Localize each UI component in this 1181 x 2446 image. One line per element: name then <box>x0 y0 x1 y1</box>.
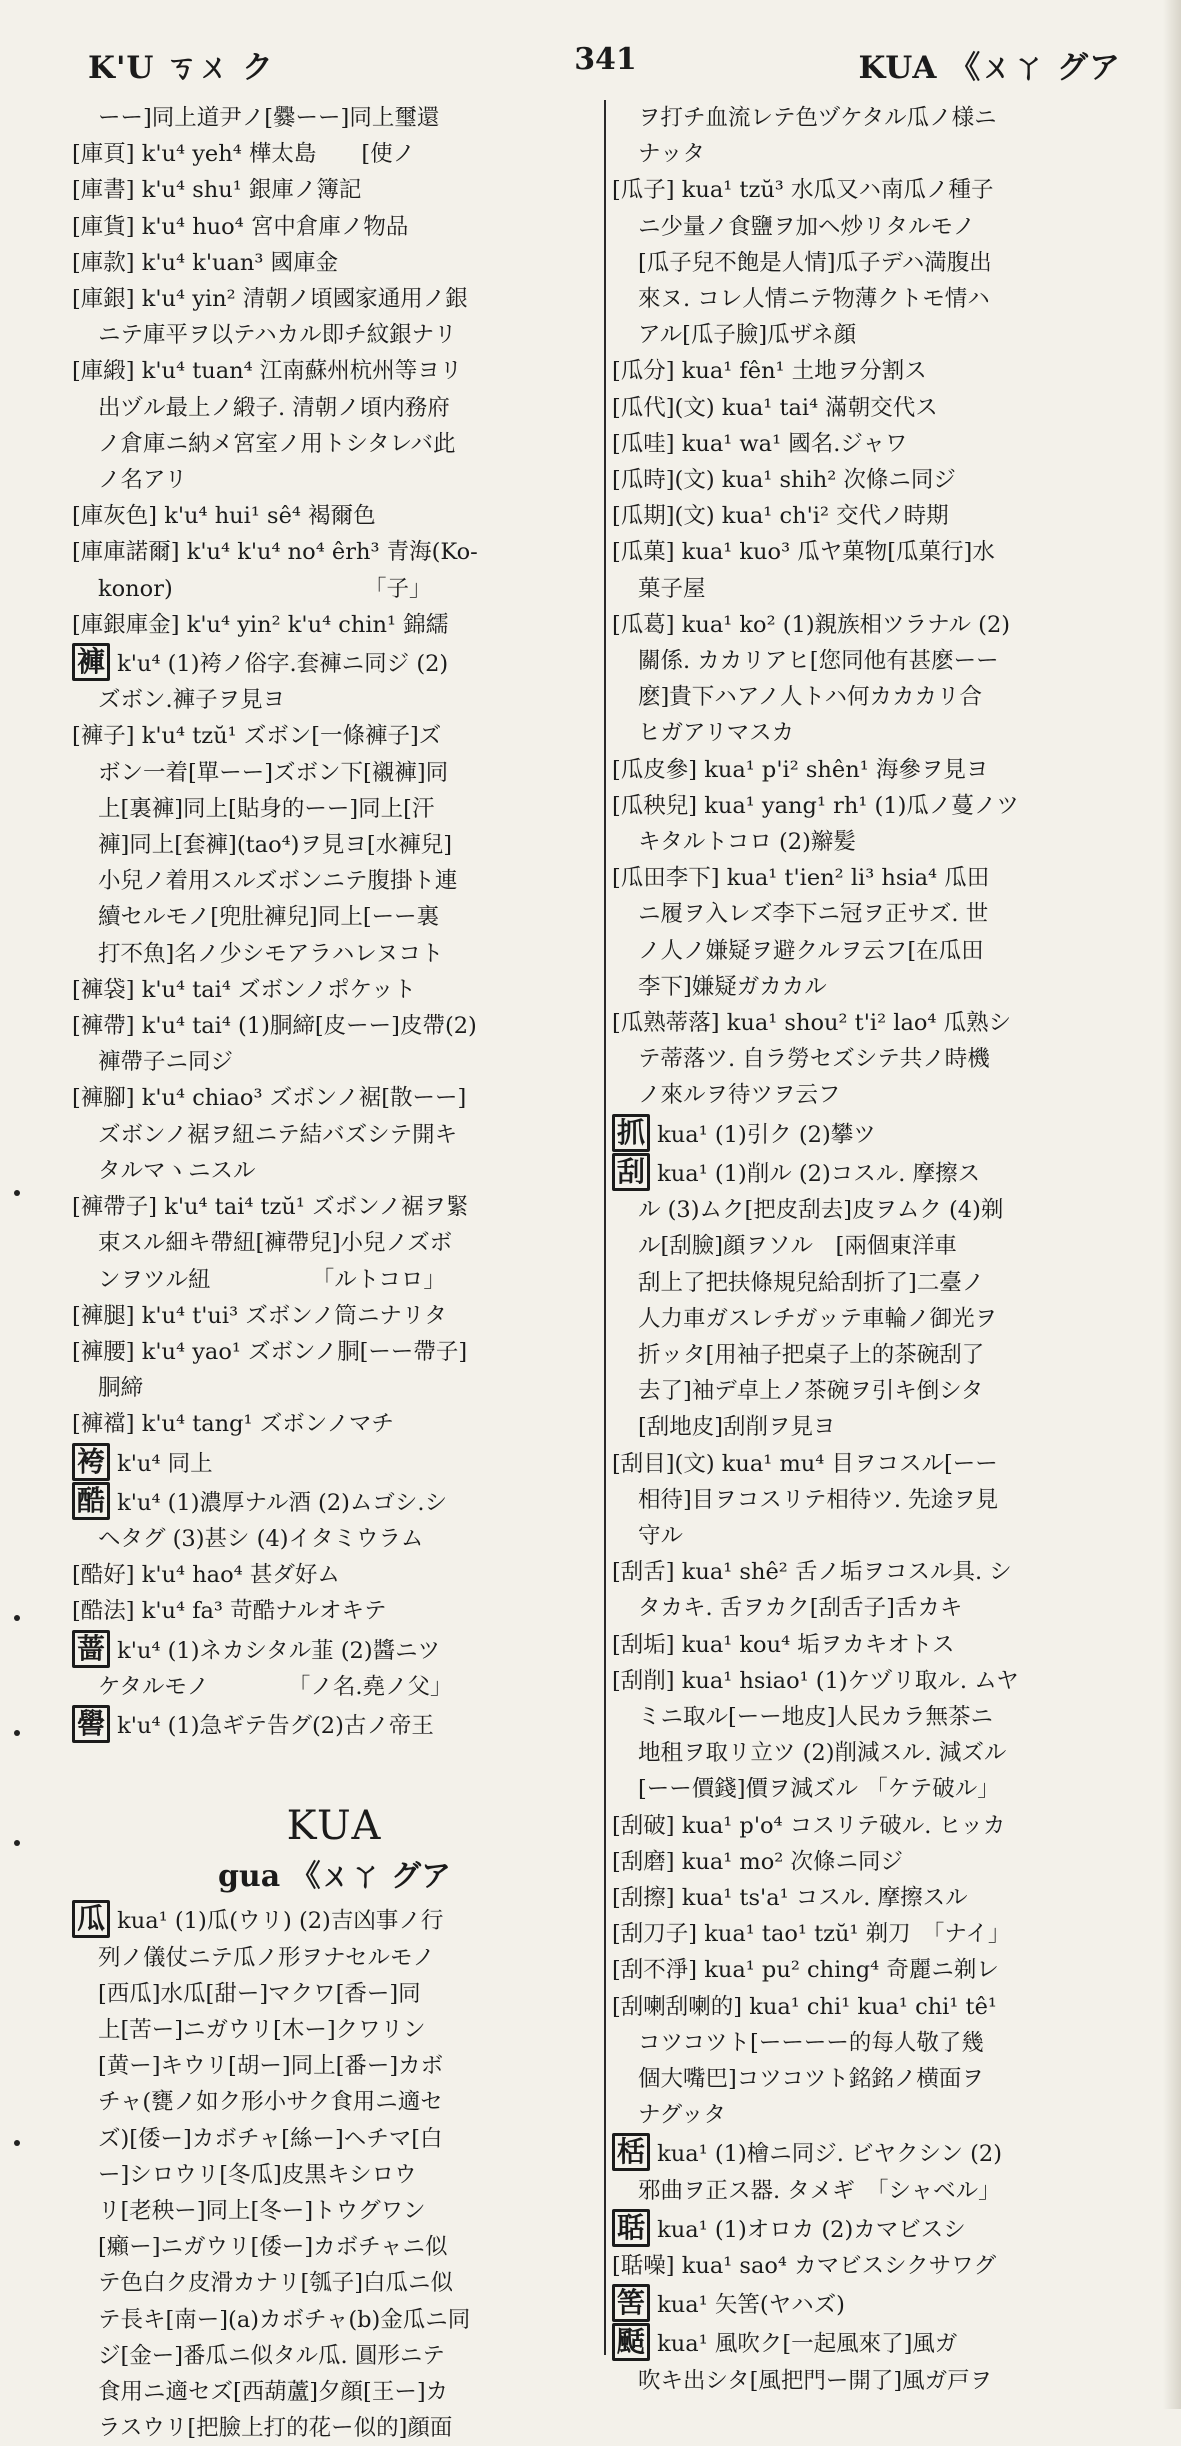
entry-continuation: ズ)[倭ー]カボチャ[絲ー]ヘチマ[白 <box>98 2125 443 2152</box>
headword-box: 酷 <box>72 1482 110 1520</box>
entry-line: [庫款] k'u⁴ k'uan³ 國庫金 <box>72 249 339 276</box>
page-edge <box>1163 0 1181 2409</box>
entry-continuation: ケタルモノ 「ノ名.堯ノ父」 <box>98 1673 453 1700</box>
entry-line: [瓜熟蒂落] kua¹ shou² t'i² lao⁴ 瓜熟シ <box>612 1010 1012 1037</box>
headword-entry <box>612 2133 1132 2172</box>
entry-line: [瓜皮參] kua¹ p'i² shên¹ 海參ヲ見ヨ <box>612 756 989 783</box>
entry-text: kua¹ 矢筈(ヤハズ) <box>650 2292 845 2319</box>
headword-box: 袴 <box>72 1443 110 1481</box>
entry-line: [瓜期](文) kua¹ ch'i² 交代ノ時期 <box>612 503 949 530</box>
entry-continuation: 褲]同上[套褲](tao⁴)ヲ見ヨ[水褲兒] <box>98 832 452 859</box>
entry-text: k'u⁴ (1)ネカシタル韮 (2)醬ニツ <box>110 1637 441 1664</box>
entry-continuation: ル[刮臉]顔ヲソル [兩個東洋車 <box>638 1233 957 1260</box>
headword-entry <box>72 1900 597 1939</box>
entry-line: [庫頁] k'u⁴ yeh⁴ 樺太島 [使ノ <box>72 141 416 168</box>
entry-line: [刮擦] kua¹ ts'a¹ コスル. 摩擦スル <box>612 1884 968 1911</box>
section-subtitle: gua 《ㄨㄚ グア <box>217 1859 452 1895</box>
headword-box: 聒 <box>612 2209 650 2247</box>
entry-line: [刮舌] kua¹ shê² 舌ノ垢ヲコスル具. シ <box>612 1559 1012 1586</box>
headword-entry <box>612 2323 1132 2362</box>
entry-line: [瓜子] kua¹ tzŭ³ 水瓜又ハ南瓜ノ種子 <box>612 177 994 204</box>
entry-line: [庫灰色] k'u⁴ hui¹ sê⁴ 褐爾色 <box>72 503 376 530</box>
entry-continuation: konor) 「子」 <box>98 575 432 602</box>
entry-continuation: アル[瓜子臉]瓜ザネ顔 <box>638 322 857 349</box>
entry-continuation: 食用ニ適セズ[西葫蘆]夕顔[王ー]カ <box>98 2378 449 2405</box>
entry-continuation: ボン一着[單ーー]ズボン下[襯褲]同 <box>98 759 449 786</box>
entry-continuation: 上[裏褲]同上[貼身的ーー]同上[汗 <box>98 795 435 822</box>
entry-continuation: 續セルモノ[兜肚褲兒]同上[ーー裏 <box>98 904 440 931</box>
entry-continuation: 守ル <box>638 1522 684 1549</box>
entry-line: [瓜秧兒] kua¹ yang¹ rh¹ (1)瓜ノ蔓ノツ <box>612 792 1019 819</box>
entry-continuation: 個大嘴巴]コツコツト銘銘ノ横面ヲ <box>638 2065 984 2092</box>
entry-continuation: ズボンノ裾ヲ紐ニテ結バズシテ開キ <box>98 1121 458 1148</box>
headword-entry <box>72 1482 597 1521</box>
entry-continuation: ノ來ルヲ待ツヲ云フ <box>638 1082 841 1109</box>
entry-continuation: テ色白ク皮滑カナリ[瓠子]白瓜ニ似 <box>98 2270 454 2297</box>
entry-continuation: 去了]袖デ卓上ノ茶碗ヲ引キ倒シタ <box>638 1378 984 1405</box>
entry-continuation: 人力車ガスレチガッテ車輪ノ御光ヲ <box>638 1305 998 1332</box>
entry-continuation: ノ倉庫ニ納メ宮室ノ用トシタレバ此 <box>98 430 456 457</box>
entry-continuation: ンヲツル紐 「ルトコロ」 <box>98 1266 446 1293</box>
entry-continuation: [瓜子兒不飽是人情]瓜子デハ満腹出 <box>638 249 992 276</box>
headword-box: 褲 <box>72 643 110 681</box>
entry-continuation: ミニ取ル[ーー地皮]人民カラ無茶ニ <box>638 1703 994 1730</box>
entry-continuation: タルマヽニスル <box>98 1157 256 1184</box>
entry-line: [瓜代](文) kua¹ tai⁴ 滿朝交代ス <box>612 394 938 421</box>
headword-box: 抓 <box>612 1114 650 1152</box>
margin-dot <box>14 1730 20 1736</box>
section-title: KUA <box>286 1803 383 1850</box>
entry-continuation: ヒガアリマスカ <box>638 720 795 747</box>
page-number: 341 <box>574 42 637 77</box>
entry-continuation: 出ヅル最上ノ緞子. 清朝ノ頃内務府 <box>98 394 450 421</box>
entry-continuation: ル (3)ムク[把皮刮去]皮ヲムク (4)剃 <box>638 1197 1004 1224</box>
entry-continuation: ヲ打チ血流レテ色ヅケタル瓜ノ様ニ <box>638 105 997 131</box>
entry-line: [褲腳] k'u⁴ chiao³ ズボンノ裾[散ーー] <box>72 1085 467 1112</box>
entry-continuation: 列ノ儀仗ニテ瓜ノ形ヲナセルモノ <box>98 1944 435 1971</box>
margin-dot <box>14 1615 20 1621</box>
entry-line: [瓜葛] kua¹ ko² (1)親族相ツラナル (2) <box>612 611 1011 638</box>
entry-line: [褲襠] k'u⁴ tang¹ ズボンノマチ <box>72 1411 394 1438</box>
headword-box: 瓜 <box>72 1900 110 1938</box>
entry-continuation: ニ少量ノ食鹽ヲ加ヘ炒リタルモノ <box>638 213 976 240</box>
entry-text: k'u⁴ (1)濃厚ナル酒 (2)ムゴシ.シ <box>110 1489 448 1516</box>
entry-continuation: 吹キ出シタ[風把門ー開了]風ガ戸ヲ <box>638 2367 993 2394</box>
left-column <box>72 100 597 2442</box>
entry-line: [庫緞] k'u⁴ tuan⁴ 江南蘇州杭州等ヨリ <box>72 358 463 385</box>
entry-line: [酷法] k'u⁴ fa³ 苛酷ナルオキテ <box>72 1598 387 1625</box>
headword-box: 嚳 <box>72 1705 110 1743</box>
entry-continuation: リ[老秧ー]同上[冬ー]トウグワン <box>98 2197 426 2224</box>
entry-continuation: 麽]貴下ハアノ人トハ何カカカリ合 <box>638 684 983 711</box>
entry-line: [酷好] k'u⁴ hao⁴ 甚ダ好ム <box>72 1562 340 1589</box>
headword-entry <box>72 643 597 682</box>
entry-line: [刮刀子] kua¹ tao¹ tzŭ¹ 剃刀 「ナイ」 <box>612 1921 1011 1948</box>
entry-line: [瓜田李下] kua¹ t'ien² li³ hsia⁴ 瓜田 <box>612 865 990 892</box>
entry-continuation: 小兒ノ着用スルズボンニテ腹掛ト連 <box>98 868 458 895</box>
entry-line: [刮磨] kua¹ mo² 次條ニ同ジ <box>612 1848 903 1875</box>
entry-continuation: ジ[金ー]番瓜ニ似タル瓜. 圓形ニテ <box>98 2342 445 2369</box>
entry-continuation: 李下]嫌疑ガカカル <box>638 973 827 1000</box>
entry-continuation: ノ名アリ <box>98 467 188 494</box>
entry-continuation: 折ッタ[用袖子把桌子上的茶碗刮了 <box>638 1341 985 1368</box>
entry-line: [褲帶] k'u⁴ tai⁴ (1)胴締[皮ーー]皮帶(2) <box>72 1013 477 1040</box>
entry-continuation: 相待]目ヲコスリテ相待ツ. 先途ヲ見 <box>638 1486 999 1513</box>
headword-entry <box>72 1705 597 1744</box>
headword-box: 筈 <box>612 2284 650 2322</box>
entry-continuation: 邪曲ヲ正ス器. タメギ 「シャベル」 <box>638 2177 1001 2204</box>
entry-line: [庫貨] k'u⁴ huo⁴ 宮中倉庫ノ物品 <box>72 213 409 240</box>
spacer <box>72 1744 597 1780</box>
entry-continuation: 褲帶子ニ同ジ <box>98 1049 234 1076</box>
entry-continuation: [西瓜]水瓜[甜ー]マクワ[香ー]同 <box>98 1980 421 2007</box>
entry-continuation: ラスウリ[把臉上打的花ー似的]顔面 <box>98 2415 453 2442</box>
entry-continuation: 地租ヲ取リ立ツ (2)削減スル. 減ズル <box>638 1740 1007 1767</box>
header-right: KUA 《ㄨㄚ グア <box>858 50 1121 86</box>
entry-line: [褲帶子] k'u⁴ tai⁴ tzŭ¹ ズボンノ裾ヲ緊 <box>72 1194 469 1221</box>
margin-dot <box>14 1840 20 1846</box>
entry-line: [褲腰] k'u⁴ yao¹ ズボンノ胴[ーー帶子] <box>72 1338 468 1365</box>
headword-entry <box>612 2284 1132 2323</box>
entry-line: [庫書] k'u⁴ shu¹ 銀庫ノ簿記 <box>72 177 362 204</box>
entry-continuation: キタルトコロ (2)辮髪 <box>638 829 856 856</box>
headword-entry <box>612 2209 1132 2248</box>
entry-continuation: 關係. カカリアヒ[您同他有甚麽ーー <box>638 648 999 675</box>
headword-entry <box>72 1443 597 1482</box>
headword-box: 栝 <box>612 2133 650 2171</box>
entry-line: [刮垢] kua¹ kou⁴ 垢ヲカキオトス <box>612 1631 955 1658</box>
headword-box: 蔷 <box>72 1630 110 1668</box>
entry-continuation: ノ人ノ嫌疑ヲ避クルヲ云フ[在瓜田 <box>638 937 984 964</box>
entry-continuation: ズボン.褲子ヲ見ヨ <box>98 687 286 714</box>
entry-line: [刮不淨] kua¹ pu² ching⁴ 奇麗ニ剃レ <box>612 1957 999 1984</box>
entry-line: [褲子] k'u⁴ tzŭ¹ ズボン[一條褲子]ズ <box>72 723 442 750</box>
entry-line: [瓜時](文) kua¹ shih² 次條ニ同ジ <box>612 467 956 494</box>
entry-continuation: ニテ庫平ヲ以テハカル即チ紋銀ナリ <box>98 322 457 349</box>
entry-line: [刮破] kua¹ p'o⁴ コスリテ破ル. ヒッカ <box>612 1812 1006 1839</box>
entry-line: [聒噪] kua¹ sao⁴ カマビスシクサワグ <box>612 2252 997 2279</box>
entry-line: [庫庫諾爾] k'u⁴ k'u⁴ no⁴ êrh³ 青海(Ko- <box>72 539 478 566</box>
entry-line: [刮目](文) kua¹ mu⁴ 目ヲコスル[ーー <box>612 1450 998 1477</box>
column-divider <box>604 100 606 2355</box>
entry-continuation: タカキ. 舌ヲカク[刮舌子]舌カキ <box>638 1595 963 1622</box>
entry-text: kua¹ (1)檜ニ同ジ. ビヤクシン (2) <box>650 2141 1003 2168</box>
entry-line: [刮喇刮喇的] kua¹ chi¹ kua¹ chi¹ tê¹ <box>612 1993 997 2020</box>
entry-text: kua¹ (1)引ク (2)攀ツ <box>650 1121 876 1148</box>
entry-continuation: 打不魚]名ノ少シモアラハレヌコト <box>98 940 444 967</box>
entry-line: [瓜哇] kua¹ wa¹ 國名.ジャワ <box>612 430 908 457</box>
entry-continuation: 束スル細キ帶紐[褲帶兒]小兒ノズボ <box>98 1230 453 1257</box>
margin-dot <box>14 2140 20 2146</box>
entry-text: kua¹ (1)削ル (2)コスル. 摩擦ス <box>650 1160 981 1187</box>
entry-continuation: 菓子屋 <box>638 575 706 602</box>
headword-box: 刮 <box>612 1153 650 1191</box>
entry-continuation: ニ履ヲ入レズ李下ニ冠ヲ正サズ. 世 <box>638 901 989 928</box>
entry-continuation: ナッタ <box>638 141 706 168</box>
entry-line: [庫銀] k'u⁴ yin² 清朝ノ頃國家通用ノ銀 <box>72 286 468 313</box>
entry-text: k'u⁴ (1)急ギテ告グ(2)古ノ帝王 <box>110 1712 434 1739</box>
entry-line: [褲腿] k'u⁴ t'ui³ ズボンノ筒ニナリタ <box>72 1302 447 1329</box>
margin-dot <box>14 1190 20 1196</box>
entry-continuation: テ長キ[南ー](a)カボチャ(b)金瓜ニ同 <box>98 2306 471 2333</box>
entry-continuation: [黄ー]キウリ[胡ー]同上[番ー]カボ <box>98 2053 444 2080</box>
entry-line: [褲袋] k'u⁴ tai⁴ ズボンノポケット <box>72 976 416 1003</box>
entry-continuation: 胴締 <box>98 1375 144 1402</box>
entry-text: k'u⁴ (1)袴ノ俗字.套褲ニ同ジ (2) <box>110 651 449 678</box>
headword-entry <box>612 1153 1132 1192</box>
headword-entry <box>72 1630 597 1669</box>
entry-continuation: 刮上了把扶條規兒給刮折了]二臺ノ <box>638 1269 985 1296</box>
running-head <box>70 42 1141 92</box>
entry-continuation: [ーー價錢]價ヲ減ズル 「ケテ破ル」 <box>638 1776 1000 1803</box>
headword-entry <box>612 1114 1132 1153</box>
entry-continuation: コツコツト[ーーーー的每人敬了幾 <box>638 2029 984 2056</box>
right-column <box>612 100 1132 2394</box>
entry-text: kua¹ (1)瓜(ウリ) (2)吉凶事ノ行 <box>110 1908 444 1935</box>
entry-line: [庫銀庫金] k'u⁴ yin² k'u⁴ chin¹ 錦繻 <box>72 611 449 638</box>
entry-text: kua¹ 風吹ク[一起風來了]風ガ <box>650 2331 958 2358</box>
entry-text: k'u⁴ 同上 <box>110 1450 213 1477</box>
entry-text: kua¹ (1)オロカ (2)カマビスシ <box>650 2216 966 2243</box>
entry-continuation: ー]シロウリ[冬瓜]皮黒キシロウ <box>98 2161 417 2188</box>
entry-continuation: ナグッタ <box>638 2102 726 2129</box>
entry-continuation: ヘタグ (3)甚シ (4)イタミウラム <box>98 1525 424 1552</box>
header-left: K'U ㄎㄨ ク <box>88 50 275 86</box>
entry-continuation: 來ヌ. コレ人情ニテ物薄クトモ情ハ <box>638 286 990 313</box>
entry-continuation: [刮地皮]刮削ヲ見ヨ <box>638 1414 836 1441</box>
entry-continuation: テ蒂落ツ. 自ラ勞セズシテ共ノ時機 <box>638 1046 990 1073</box>
entry-continuation: ーー]同上道尹ノ[爨ーー]同上璽還 <box>98 105 440 131</box>
headword-box: 颳 <box>612 2323 650 2361</box>
entry-continuation: [癩ー]ニガウリ[倭ー]カボチャニ似 <box>98 2234 448 2261</box>
entry-line: [瓜菓] kua¹ kuo³ 瓜ヤ菓物[瓜菓行]水 <box>612 539 995 566</box>
entry-continuation: チャ(甕ノ如ク形小サク食用ニ適セ <box>98 2089 443 2116</box>
entry-line: [刮削] kua¹ hsiao¹ (1)ケヅリ取ル. ムヤ <box>612 1667 1019 1694</box>
entry-line: [瓜分] kua¹ fên¹ 土地ヲ分割ス <box>612 358 927 385</box>
entry-continuation: 上[苦ー]ニガウリ[木ー]クワリン <box>98 2016 426 2043</box>
